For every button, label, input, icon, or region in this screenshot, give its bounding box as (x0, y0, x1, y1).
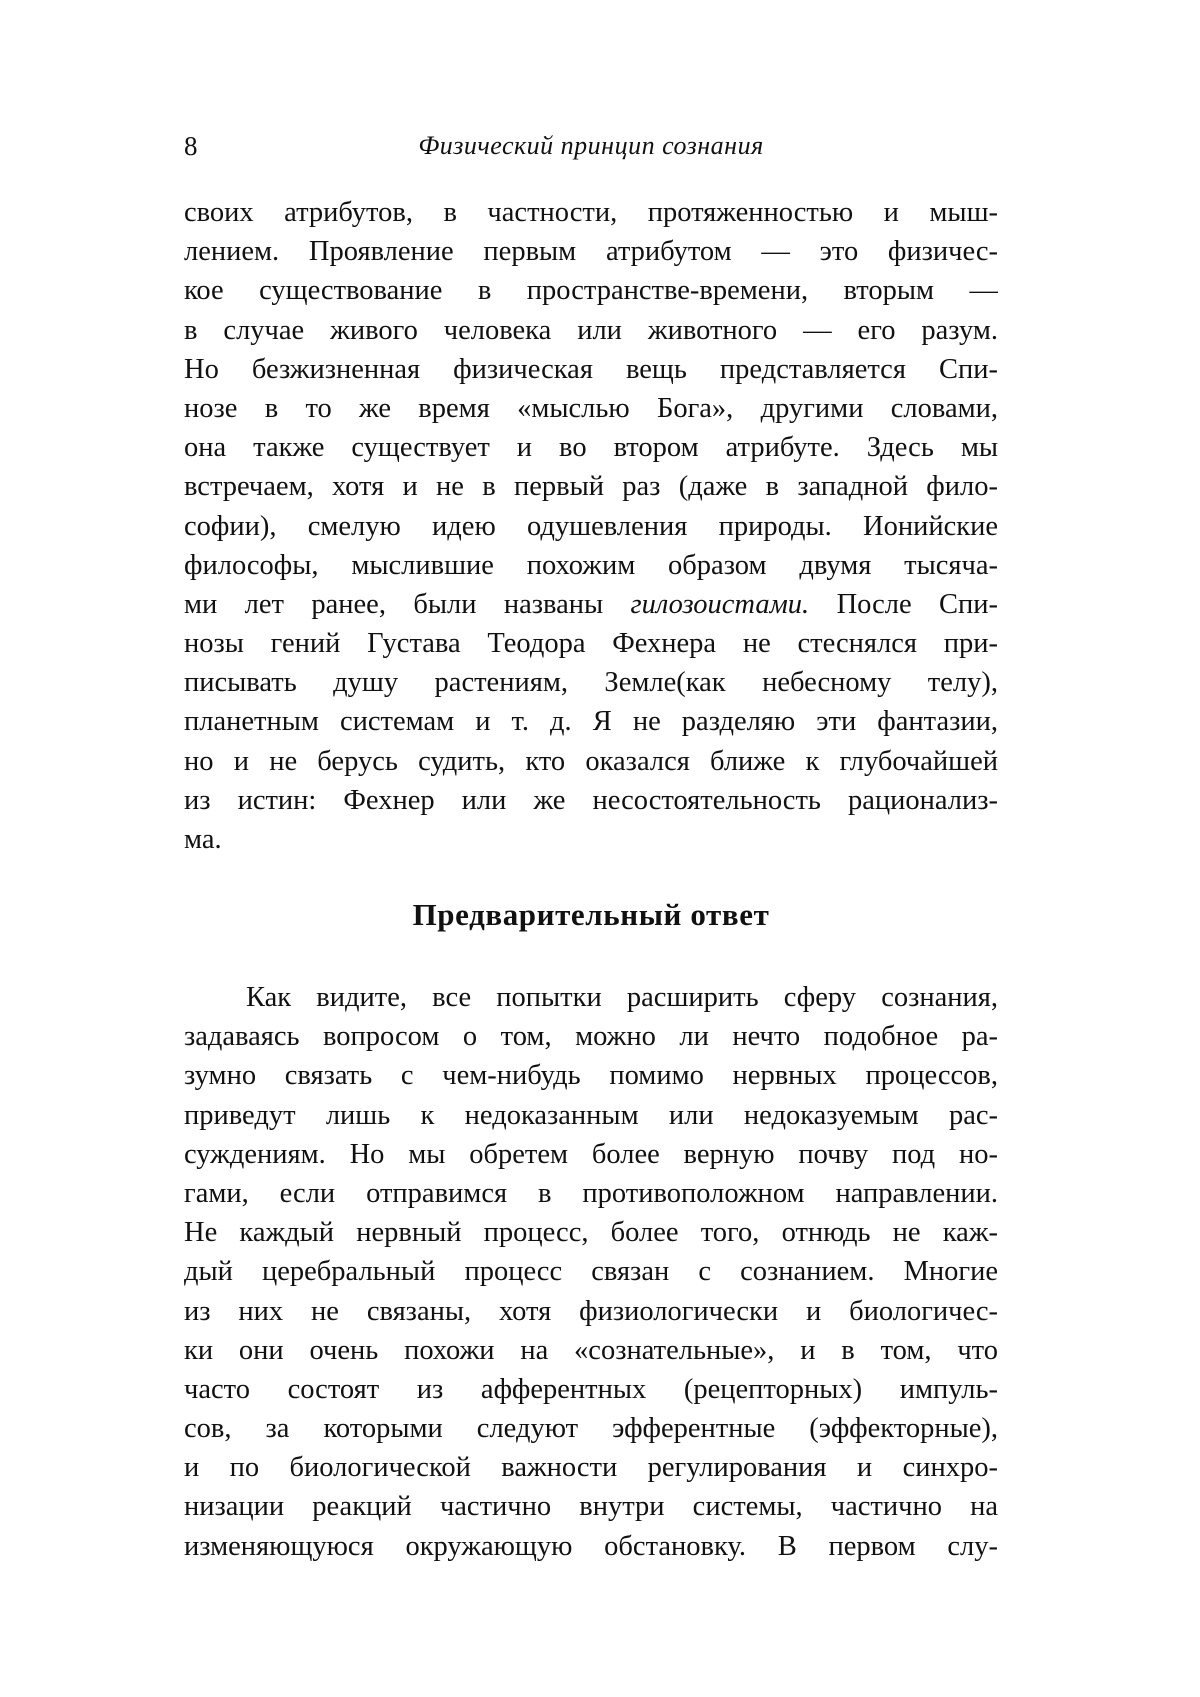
text-line: она также существует и во втором атрибуте. Здесь мы (184, 432, 998, 464)
text-line: гами, если отправимся в противоположном направлении. (184, 1177, 998, 1209)
text-line-with-emphasis (184, 585, 998, 624)
text-line: но и не берусь судить, кто оказался ближе к глубочайшей (184, 745, 998, 777)
text-line: часто состоят из афферентных (рецепторных) импуль- (184, 1373, 998, 1405)
page-number: 8 (184, 131, 198, 161)
text-line: Но безжизненная физическая вещь представляется Спи- (184, 353, 998, 385)
paragraph-1 (184, 193, 998, 859)
text-line: встречаем, хотя и не в первый раз (даже в западной фило- (184, 471, 998, 503)
text-line: сов, за которыми следуют эфферентные (эффекторные), (184, 1413, 998, 1445)
emphasized-term: гилозоистами. (630, 588, 810, 620)
text-line: нозы гений Густава Теодора Фехнера не стеснялся при- (184, 628, 998, 660)
text-line: приведут лишь к недоказанным или недоказуемым рас- (184, 1099, 998, 1131)
text-line: планетным системам и т. д. Я не разделяю эти фантазии, (184, 706, 998, 738)
text-line: нозе в то же время «мыслью Бога», другими словами, (184, 392, 998, 424)
text-line: низации реакций частично внутри системы, частично на (184, 1491, 998, 1523)
text-line: из истин: Фехнер или же несостоятельность рационализ- (184, 784, 998, 816)
text-line: суждениям. Но мы обретем более верную почву под но- (184, 1138, 998, 1170)
text-line: зумно связать с чем-нибудь помимо нервных процессов, (184, 1060, 998, 1092)
text-line: писывать душу растениям, Земле(как небесному телу), (184, 667, 998, 699)
text-segment: ми лет ранее, были названы (184, 588, 604, 620)
paragraph-2 (184, 978, 998, 1566)
text-line: своих атрибутов, в частности, протяженностью и мыш- (184, 197, 998, 228)
text-segment: После Спи- (836, 588, 998, 620)
running-title: Физический принцип сознания (418, 131, 764, 160)
text-line: ма. (184, 824, 222, 855)
text-line: софии), смелую идею одушевления природы. Ионийские (184, 510, 998, 542)
text-line: философы, мыслившие похожим образом двумя тысяча- (184, 549, 998, 581)
text-line: из них не связаны, хотя физиологически и биологичес- (184, 1295, 998, 1327)
running-head (184, 128, 998, 164)
text-line: и по биологической важности регулирования и синхро- (184, 1452, 998, 1484)
text-line: задаваясь вопросом о том, можно ли нечто подобное ра- (184, 1021, 998, 1053)
text-line: Как видите, все попытки расширить сферу сознания, (246, 982, 998, 1013)
text-line: Не каждый нервный процесс, более того, отнюдь не каж- (184, 1217, 998, 1249)
text-line: ки они очень похожи на «сознательные», и в том, что (184, 1334, 998, 1366)
text-line: дый церебральный процесс связан с сознанием. Многие (184, 1256, 998, 1288)
text-line: в случае живого человека или животного — его разум. (184, 314, 998, 346)
text-line: изменяющуюся окружающую обстановку. В первом слу- (184, 1530, 998, 1562)
section-heading: Предварительный ответ (412, 897, 770, 932)
text-line: лением. Проявление первым атрибутом — это физичес- (184, 236, 998, 268)
text-line: кое существование в пространстве-времени, вторым — (184, 275, 998, 307)
